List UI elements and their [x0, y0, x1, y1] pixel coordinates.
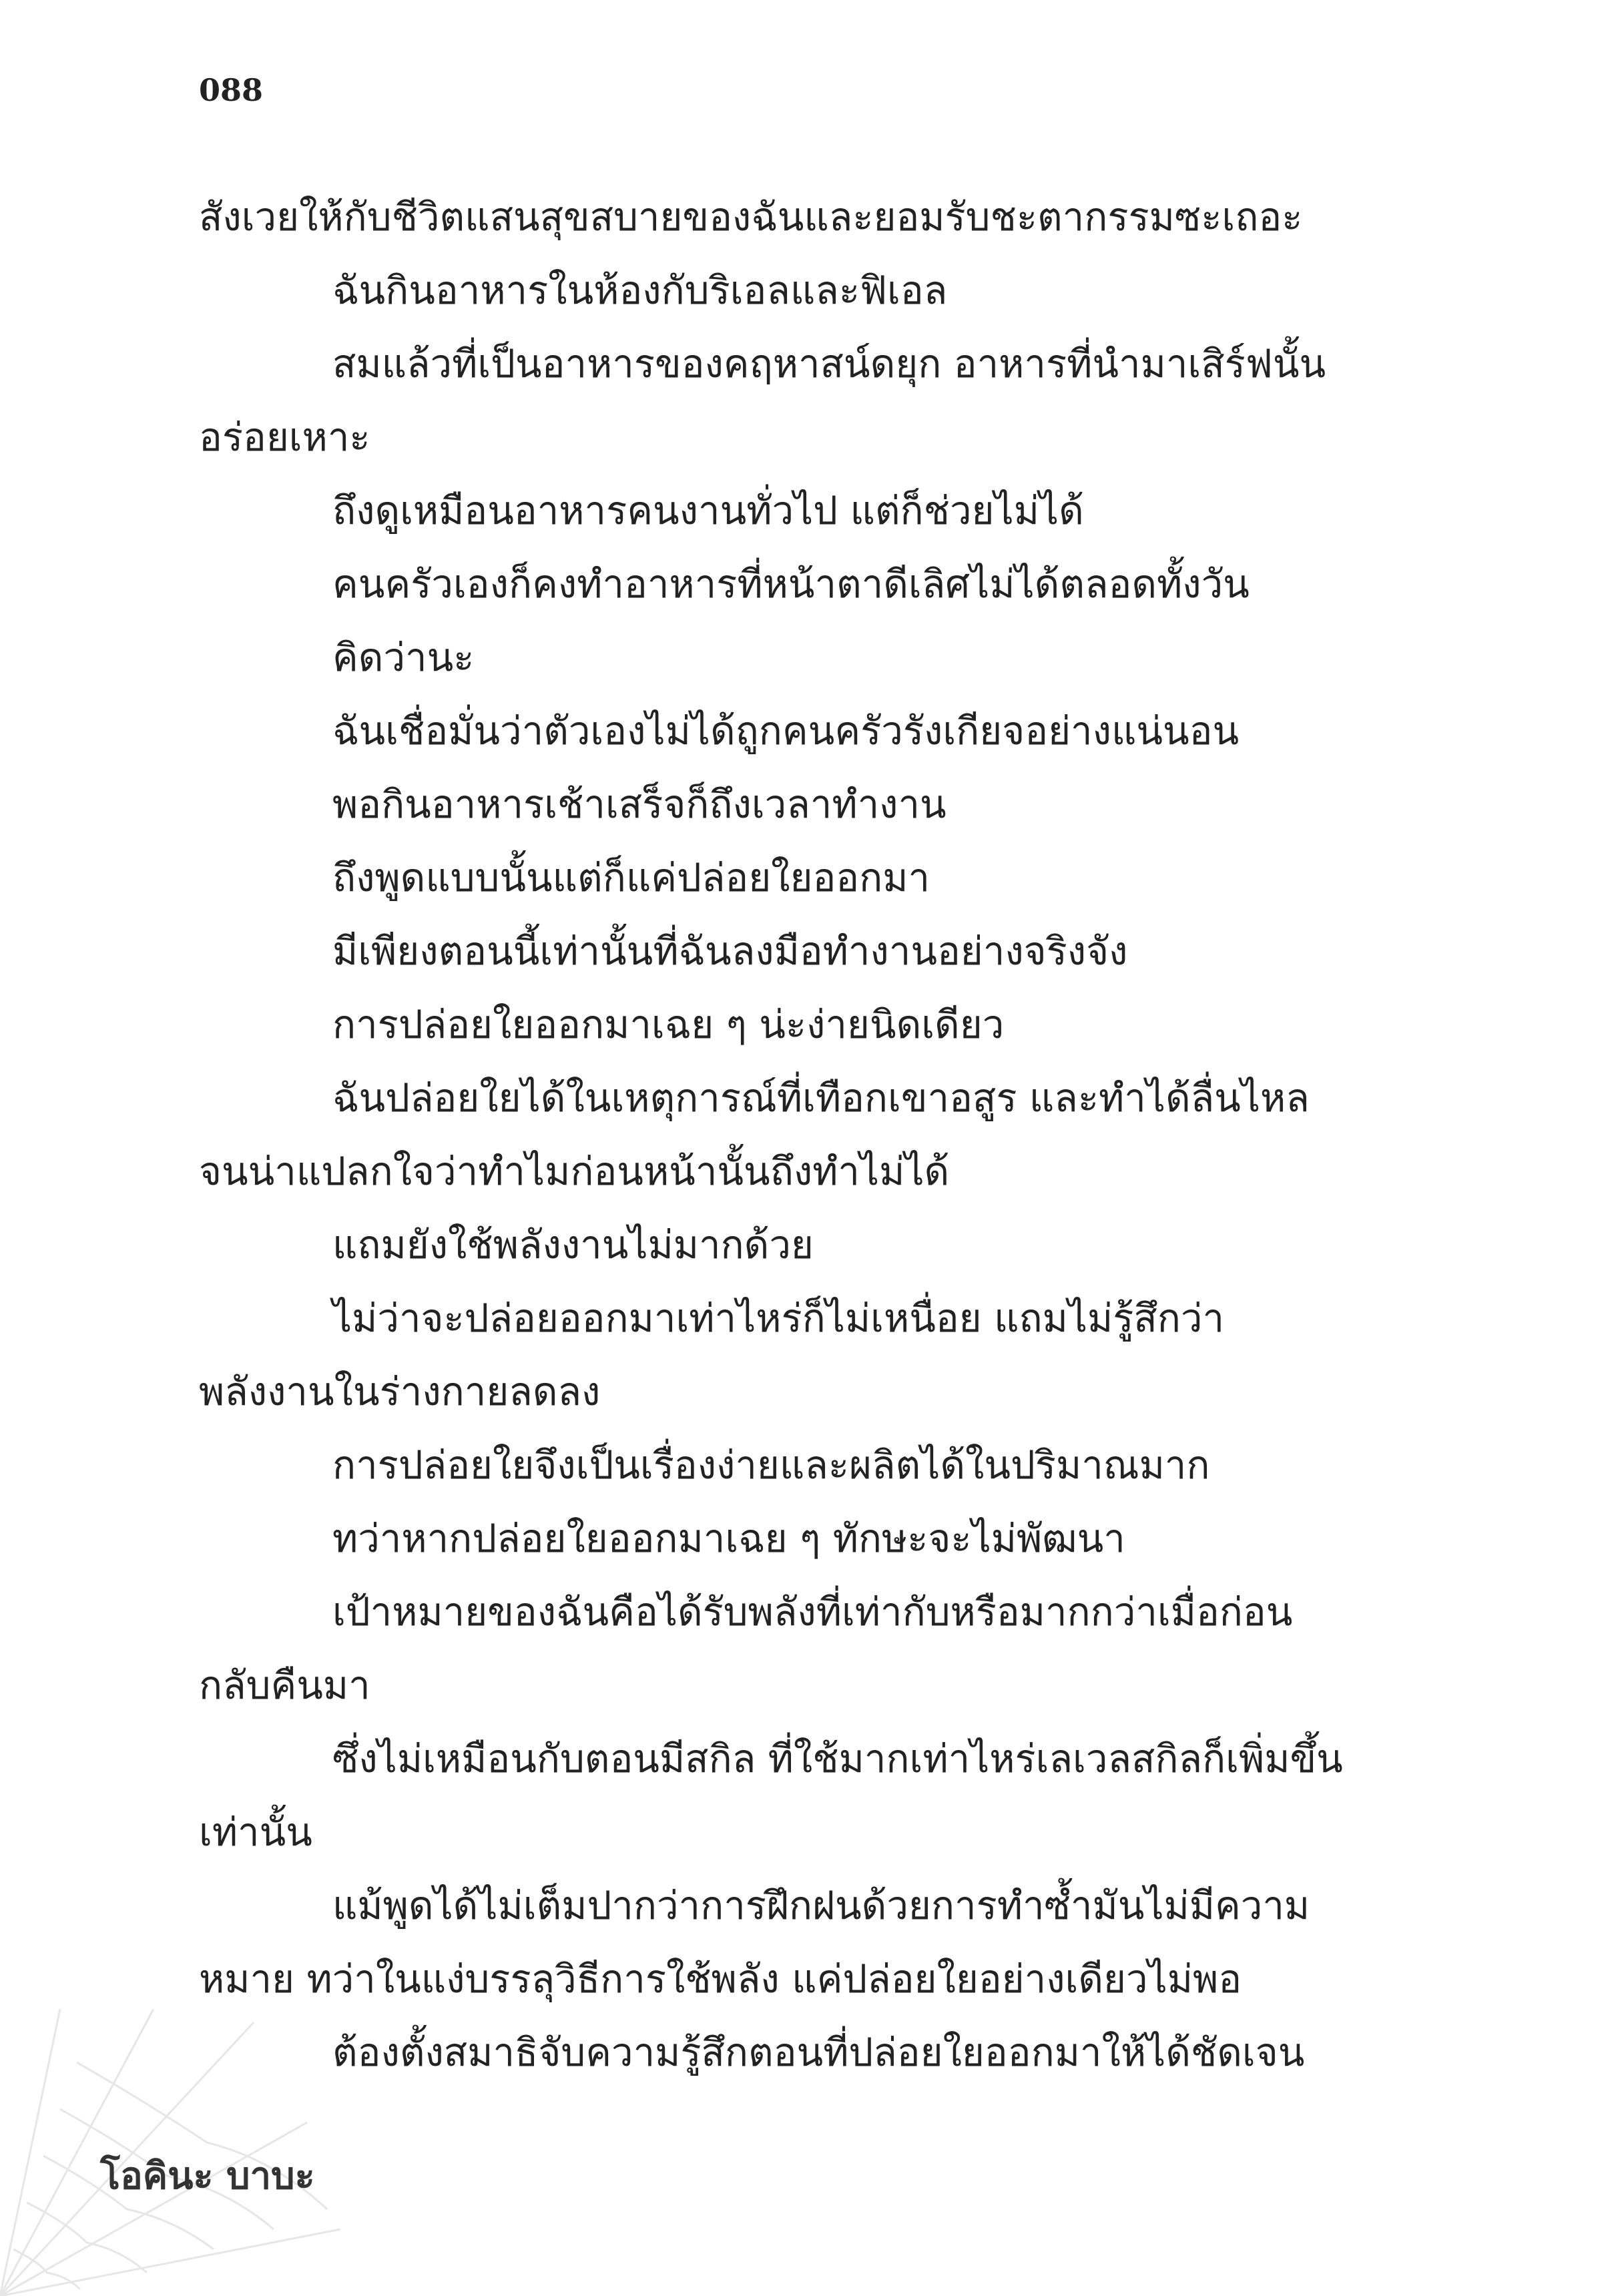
- text-line: สังเวยให้กับชีวิตแสนสุขสบายของฉันและยอมรับชะตากรรมซะเถอะ: [199, 194, 1303, 240]
- author-name: โอคินะ บาบะ: [100, 2155, 315, 2198]
- text-line: ฉันกินอาหารในห้องกับริเอลและฟิเอล: [332, 268, 948, 313]
- page-number: 088: [199, 72, 264, 108]
- text-line: พอกินอาหารเช้าเสร็จก็ถึงเวลาทำงาน: [332, 782, 947, 827]
- text-line: แม้พูดได้ไม่เต็มปากว่าการฝึกฝนด้วยการทำซ้ำมันไม่มีความ: [332, 1883, 1310, 1928]
- text-line: เท่านั้น: [199, 1809, 312, 1855]
- text-line: กลับคืนมา: [199, 1663, 370, 1708]
- text-line: การปล่อยใยออกมาเฉย ๆ น่ะง่ายนิดเดียว: [332, 1002, 1005, 1047]
- text-line: มีเพียงตอนนี้เท่านั้นที่ฉันลงมือทำงานอย่างจริงจัง: [332, 928, 1128, 974]
- text-line: คนครัวเองก็คงทำอาหารที่หน้าตาดีเลิศไม่ได้ตลอดทั้งวัน: [332, 561, 1250, 607]
- text-line: พลังงานในร่างกายลดลง: [199, 1369, 601, 1414]
- text-line: แถมยังใช้พลังงานไม่มากด้วย: [332, 1222, 814, 1267]
- text-line: เป้าหมายของฉันคือได้รับพลังที่เท่ากับหรือมากกว่าเมื่อก่อน: [332, 1589, 1293, 1635]
- text-line: ถึงดูเหมือนอาหารคนงานทั่วไป แต่ก็ช่วยไม่ได้: [332, 488, 1084, 533]
- text-line: การปล่อยใยจึงเป็นเรื่องง่ายและผลิตได้ในปริมาณมาก: [332, 1442, 1210, 1488]
- text-line: ถึงพูดแบบนั้นแต่ก็แค่ปล่อยใยออกมา: [332, 855, 930, 900]
- body-text: [199, 180, 1414, 2089]
- text-line: จนน่าแปลกใจว่าทำไมก่อนหน้านั้นถึงทำไม่ได้: [199, 1149, 950, 1194]
- text-line: ต้องตั้งสมาธิจับความรู้สึกตอนที่ปล่อยใยออกมาให้ได้ชัดเจน: [332, 2030, 1305, 2075]
- text-line: อร่อยเหาะ: [199, 414, 370, 460]
- text-line: สมแล้วที่เป็นอาหารของคฤหาสน์ดยุก อาหารที่นำมาเสิร์ฟนั้น: [332, 341, 1326, 386]
- text-line: คิดว่านะ: [332, 635, 475, 680]
- text-line: ฉันปล่อยใยได้ในเหตุการณ์ที่เทือกเขาอสูร และทำได้ลื่นไหล: [332, 1075, 1310, 1121]
- text-line: ซึ่งไม่เหมือนกับตอนมีสกิล ที่ใช้มากเท่าไหร่เลเวลสกิลก็เพิ่มขึ้น: [332, 1736, 1343, 1781]
- text-line: หมาย ทว่าในแง่บรรลุวิธีการใช้พลัง แค่ปล่อยใยอย่างเดียวไม่พอ: [199, 1956, 1242, 2002]
- text-line: ไม่ว่าจะปล่อยออกมาเท่าไหร่ก็ไม่เหนื่อย แถมไม่รู้สึกว่า: [332, 1296, 1225, 1341]
- text-line: ทว่าหากปล่อยใยออกมาเฉย ๆ ทักษะจะไม่พัฒนา: [332, 1516, 1125, 1561]
- text-line: ฉันเชื่อมั่นว่าตัวเองไม่ได้ถูกคนครัวรังเกียจอย่างแน่นอน: [332, 708, 1240, 754]
